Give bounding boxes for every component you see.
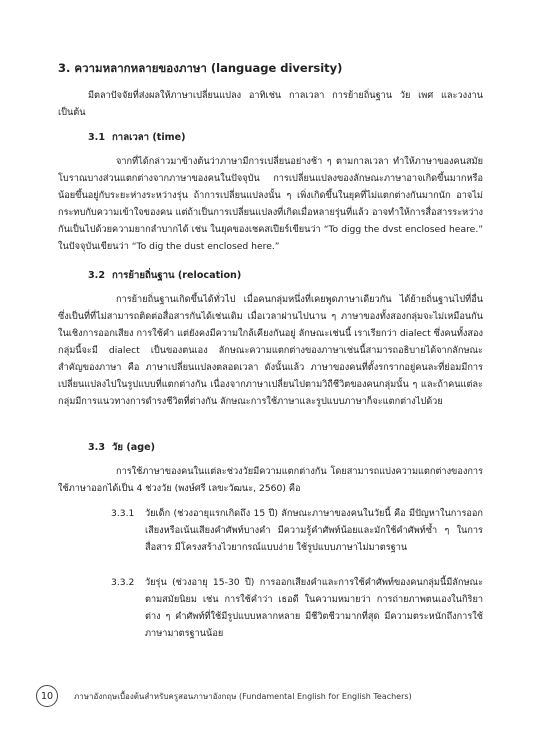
page-footer <box>36 685 506 707</box>
subsection-heading-relocation <box>88 268 241 284</box>
subsection-number: 3.3 <box>88 442 105 453</box>
page-number: 10 <box>36 685 58 707</box>
subsection-title: วัย (age) <box>112 442 155 453</box>
intro-paragraph: มีตลาปัจจัยที่ส่งผลให้ภาษาเปลี่ยนแปลง อาทิเช่น กาลเวลา การย้ายถิ่นฐาน วัย เพศ และวงงาน เป็นต้น <box>58 90 483 118</box>
book-title: ภาษาอังกฤษเบื้องต้นสำหรับครูสอนภาษาอังกฤษ (Fundamental English for English Teachers) <box>74 692 412 701</box>
age-paragraph: การใช้ภาษาของคนในแต่ละช่วงวัยมีความแตกต่างกัน โดยสามารถแบ่งความแตกต่างของการใช้ภาษาออกได้เป็น 4 ช่วงวัย (พงษ์ศรี เลขะวัฒนะ, 2560) คือ <box>58 466 483 494</box>
age-group-item <box>111 505 483 573</box>
age-group-item <box>111 574 483 664</box>
time-paragraph: จากที่ได้กล่าวมาข้างต้นว่าภาษามีการเปลี่ยนอย่างช้า ๆ ตามกาลเวลา ทำให้ภาษาของคนสมัยโบราณบางส่วนแตกต่างจากภาษาของคนในปัจจุบัน การเปลี่ยนแปลงของลักษณะภาษาอาจเกิดขึ้นมากหรือน้อยขึ้นอยู่กับระยะห่างระหว่างรุ่น ถ้าการเปลี่ยนแปลงนั้น ๆ เพิ่งเกิดขึ้นในยุคที่ไม่แตกต่างกันมากนัก อาจไม่กระทบกับความเข้าใจของคน แต่ถ้าเป็นการเปลี่ยนแปลงที่เกิดเมื่อหลายรุ่นที่แล้ว อาจทำให้การสื่อสารระหว่างกันเป็นไปด้วยความยากลำบากได้ เช่น ในยุคของเชคสเปียร์เขียนว่า “To digg the dvst enclosed heare.” ในปัจจุบันเขียนว่า “To dig the dust enclosed here.” <box>58 156 483 252</box>
relocation-paragraph: การย้ายถิ่นฐานเกิดขึ้นได้ทั่วไป เมื่อคนกลุ่มหนึ่งที่เคยพูดภาษาเดียวกัน ได้ย้ายถิ่นฐานไปที่อื่น ซึ่งเป็นที่ที่ไม่สามารถติดต่อสื่อสารกันได้เช่นเดิม เมื่อเวลาผ่านไปนาน ๆ ภาษาของทั้งสองกลุ่มจะไม่เหมือนกันในเชิงการออกเสียง การใช้คำ แต่ยังคงมีความใกล้เคียงกันอยู่ ลักษณะเช่นนี้ เราเรียกว่า dialect ซึ่งคนทั้งสองกลุ่มนี้จะมี dialect เป็นของตนเอง ลักษณะความแตกต่างของภาษาเช่นนี้สามารถอธิบายได้จากลักษณะสำคัญของภาษา คือ ภาษาเปลี่ยนแปลงตลอดเวลา ดังนั้นแล้ว ภาษาของคนที่ตั้งรกรากอยู่คนละที่ย่อมมีการเปลี่ยนแปลงไปในรูปแบบที่แตกต่างกัน เนื่องจากภาษาเปลี่ยนไปตามวิถีชีวิตของคนกลุ่มนั้น ๆ และถ้าคนแต่ละกลุ่มมีการแนวทางการดำรงชีวิตที่ต่างกัน ลักษณะการใช้ภาษาและรูปแบบภาษาก็จะแตกต่างไปด้วย <box>58 294 483 407</box>
subsection-title: การย้ายถิ่นฐาน (relocation) <box>112 270 242 281</box>
section-heading: 3. ความหลากหลายของภาษา (language diversity) <box>58 61 343 75</box>
subsection-heading-time <box>88 130 186 146</box>
subsection-title: กาลเวลา (time) <box>112 132 186 143</box>
subsection-number: 3.1 <box>88 132 105 143</box>
subsection-number: 3.2 <box>88 270 105 281</box>
subsection-heading-age <box>88 440 155 456</box>
item-number: 3.3.1 <box>111 508 135 519</box>
item-number: 3.3.2 <box>111 577 135 588</box>
item-text: วัยเด็ก (ช่วงอายุแรกเกิดถึง 15 ปี) ลักษณะภาษาของคนในวัยนี้ คือ มีปัญหาในการออกเสียงหรือเน้นเสียงคำศัพท์บางคำ มีความรู้คำศัพท์น้อยและมักใช้คำศัพท์ซ้ำ ๆ ในการสื่อสาร มีโครงสร้างไวยากรณ์แบบง่าย ใช้รูปแบบภาษาไม่มาตรฐาน <box>145 508 483 553</box>
item-text: วัยรุ่น (ช่วงอายุ 15-30 ปี) การออกเสียงคำและการใช้คำศัพท์ของคนกลุ่มนี้มีลักษณะตามสมัยนิยม เช่น การใช้คำว่า เธอดี ในความหมายว่า การถ่ายภาพตนเองในกิริยาต่าง ๆ คำศัพท์ที่ใช้มีรูปแบบหลากหลาย มีชีวิตชีวามากที่สุด มีความตระหนักถึงการใช้ภาษามาตรฐานน้อย <box>145 577 483 639</box>
